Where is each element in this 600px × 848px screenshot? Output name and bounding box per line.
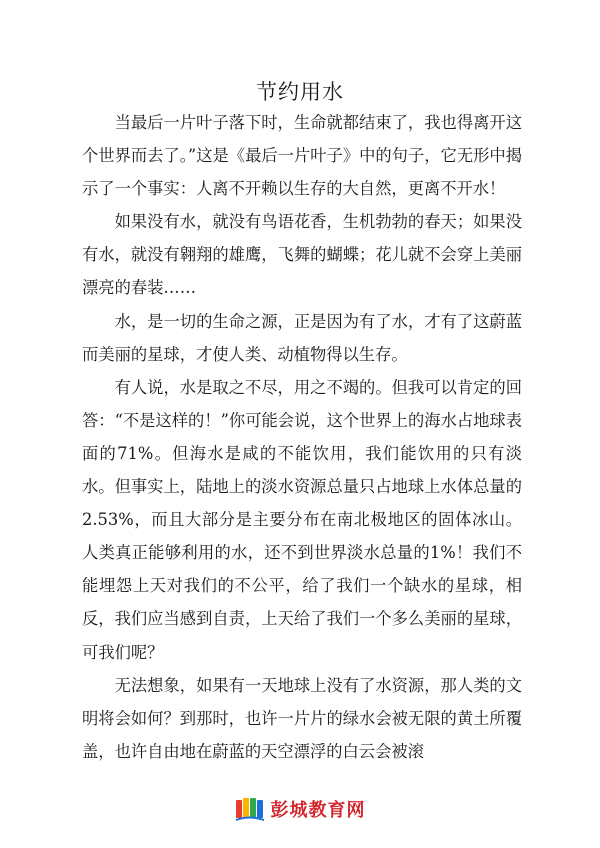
footer-logo bbox=[0, 796, 600, 822]
paragraph-1: 当最后一片叶子落下时，生命就都结束了，我也得离开这个世界而去了。”这是《最后一片叶子》中的句子，它无形中揭示了一个事实：人离不开赖以生存的大自然，更离不开水！ bbox=[82, 113, 522, 199]
colorful-book-icon bbox=[235, 796, 265, 822]
paragraph-4: 有人说，水是取之不尽，用之不竭的。但我可以肯定的回答：“不是这样的！”你可能会说，这个世界上的海水占地球表面的71%。但海水是咸的不能饮用，我们能饮用的只有淡水。但事实上，陆地上的淡水资源总量只占地球上水体总量的2.53%，而且大部分是主要分布在南北极地区的固体冰山。人类真正能够利用的水，还不到世界淡水总量的1%！我们不能埋怨上天对我们的不公平，给了我们一个缺水的星球，相反，我们应当感到自责，上天给了我们一个多么美丽的星球，可我们呢？ bbox=[82, 377, 522, 662]
paragraph-5: 无法想象，如果有一天地球上没有了水资源，那人类的文明将会如何？到那时，也许一片片的绿水会被无限的黄土所覆盖，也许自由地在蔚蓝的天空漂浮的白云会被滚 bbox=[82, 675, 522, 761]
paragraph-2: 如果没有水，就没有鸟语花香，生机勃勃的春天；如果没有水，就没有翱翔的雄鹰，飞舞的蝴蝶；花儿就不会穿上美丽漂亮的春装…… bbox=[82, 212, 522, 298]
document-title: 节约用水 bbox=[256, 80, 344, 104]
document-body bbox=[82, 106, 522, 768]
paragraph-3: 水，是一切的生命之源，正是因为有了水，才有了这蔚蓝而美丽的星球，才使人类、动植物得以生存。 bbox=[82, 311, 522, 364]
site-logo-text: 彭城教育网 bbox=[270, 800, 366, 821]
